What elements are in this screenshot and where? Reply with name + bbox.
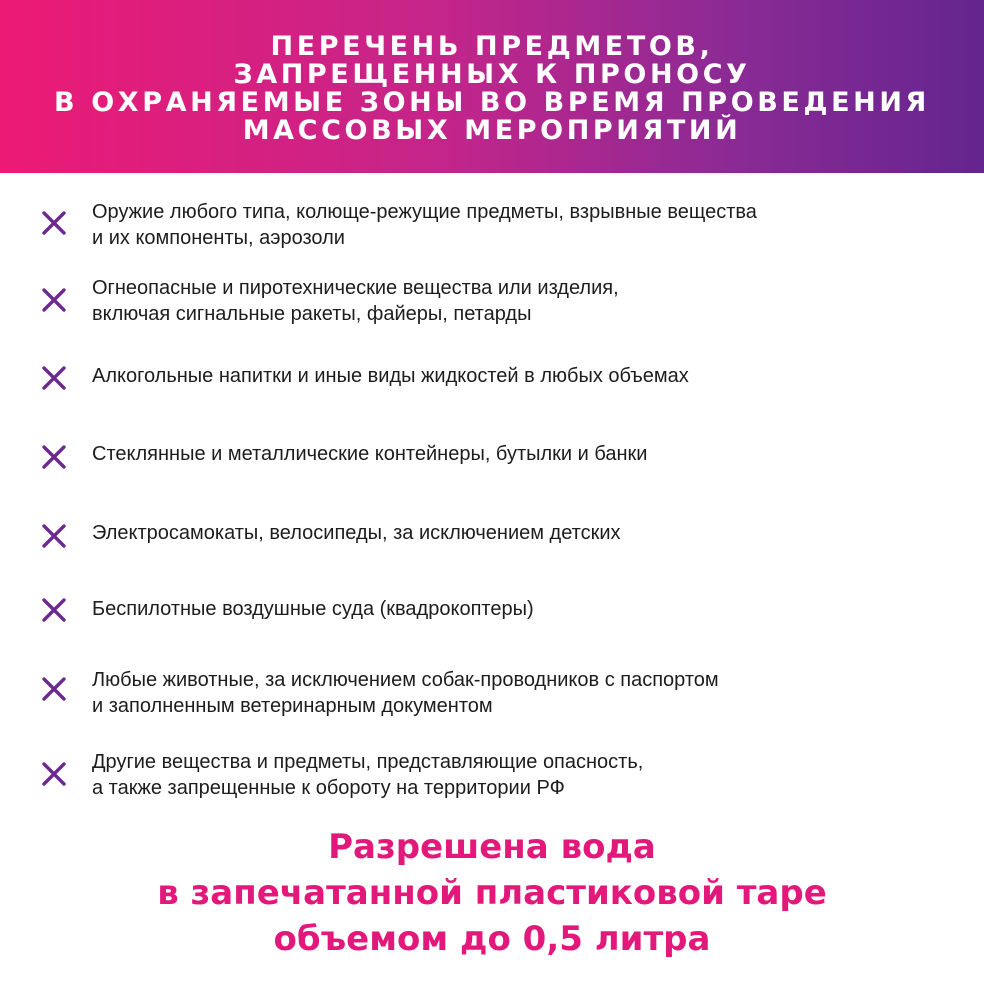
item-text: [92, 667, 952, 719]
item-text-line: Беспилотные воздушные суда (квадрокоптеры): [92, 598, 534, 620]
item-text: [92, 441, 952, 467]
item-text-line: Любые животные, за исключением собак-проводников с паспортом: [92, 669, 719, 691]
prohibited-item-containers: [0, 441, 984, 471]
title-line: МАССОВЫХ МЕРОПРИЯТИЙ: [242, 114, 742, 146]
cross-icon: [38, 441, 70, 473]
item-text: [92, 363, 952, 389]
cross-icon: [38, 758, 70, 790]
item-text-line: и их компоненты, аэрозоли: [92, 227, 345, 249]
prohibited-item-scooters: [0, 520, 984, 550]
cross-icon: [38, 207, 70, 239]
allowed-water-note: [0, 824, 984, 962]
item-text-line: включая сигнальные ракеты, файеры, петарды: [92, 303, 532, 325]
cross-icon: [38, 673, 70, 705]
item-text: [92, 275, 952, 327]
item-text-line: Другие вещества и предметы, представляющие опасность,: [92, 751, 644, 773]
item-text-line: Электросамокаты, велосипеды, за исключением детских: [92, 522, 621, 544]
prohibited-item-weapons: [0, 199, 984, 255]
title-line: ПЕРЕЧЕНЬ ПРЕДМЕТОВ,: [270, 30, 714, 62]
item-text-line: Стеклянные и металлические контейнеры, бутылки и банки: [92, 443, 648, 465]
cross-icon: [38, 284, 70, 316]
item-text: [92, 596, 952, 622]
note-line: объемом до 0,5 литра: [273, 919, 711, 959]
item-text-line: и заполненным ветеринарным документом: [92, 695, 493, 717]
prohibited-item-animals: [0, 667, 984, 723]
title-line: ЗАПРЕЩЕННЫХ К ПРОНОСУ: [233, 58, 751, 90]
item-text-line: Оружие любого типа, колюще-режущие предметы, взрывные вещества: [92, 201, 757, 223]
cross-icon: [38, 520, 70, 552]
cross-icon: [38, 594, 70, 626]
item-text: [92, 199, 952, 251]
item-text: [92, 749, 952, 801]
prohibited-item-pyrotechnics: [0, 275, 984, 331]
prohibited-item-alcohol: [0, 363, 984, 393]
note-line: в запечатанной пластиковой таре: [157, 873, 827, 913]
prohibited-item-drones: [0, 596, 984, 626]
item-text: [92, 520, 952, 546]
note-line: Разрешена вода: [328, 827, 656, 867]
item-text-line: а также запрещенные к обороту на территории РФ: [92, 777, 565, 799]
item-text-line: Алкогольные напитки и иные виды жидкостей в любых объемах: [92, 365, 689, 387]
header-banner: [0, 0, 984, 173]
title-line: В ОХРАНЯЕМЫЕ ЗОНЫ ВО ВРЕМЯ ПРОВЕДЕНИЯ: [54, 86, 930, 118]
prohibited-item-dangerous-substances: [0, 749, 984, 805]
item-text-line: Огнеопасные и пиротехнические вещества или изделия,: [92, 277, 619, 299]
cross-icon: [38, 362, 70, 394]
page-title: [54, 29, 930, 145]
